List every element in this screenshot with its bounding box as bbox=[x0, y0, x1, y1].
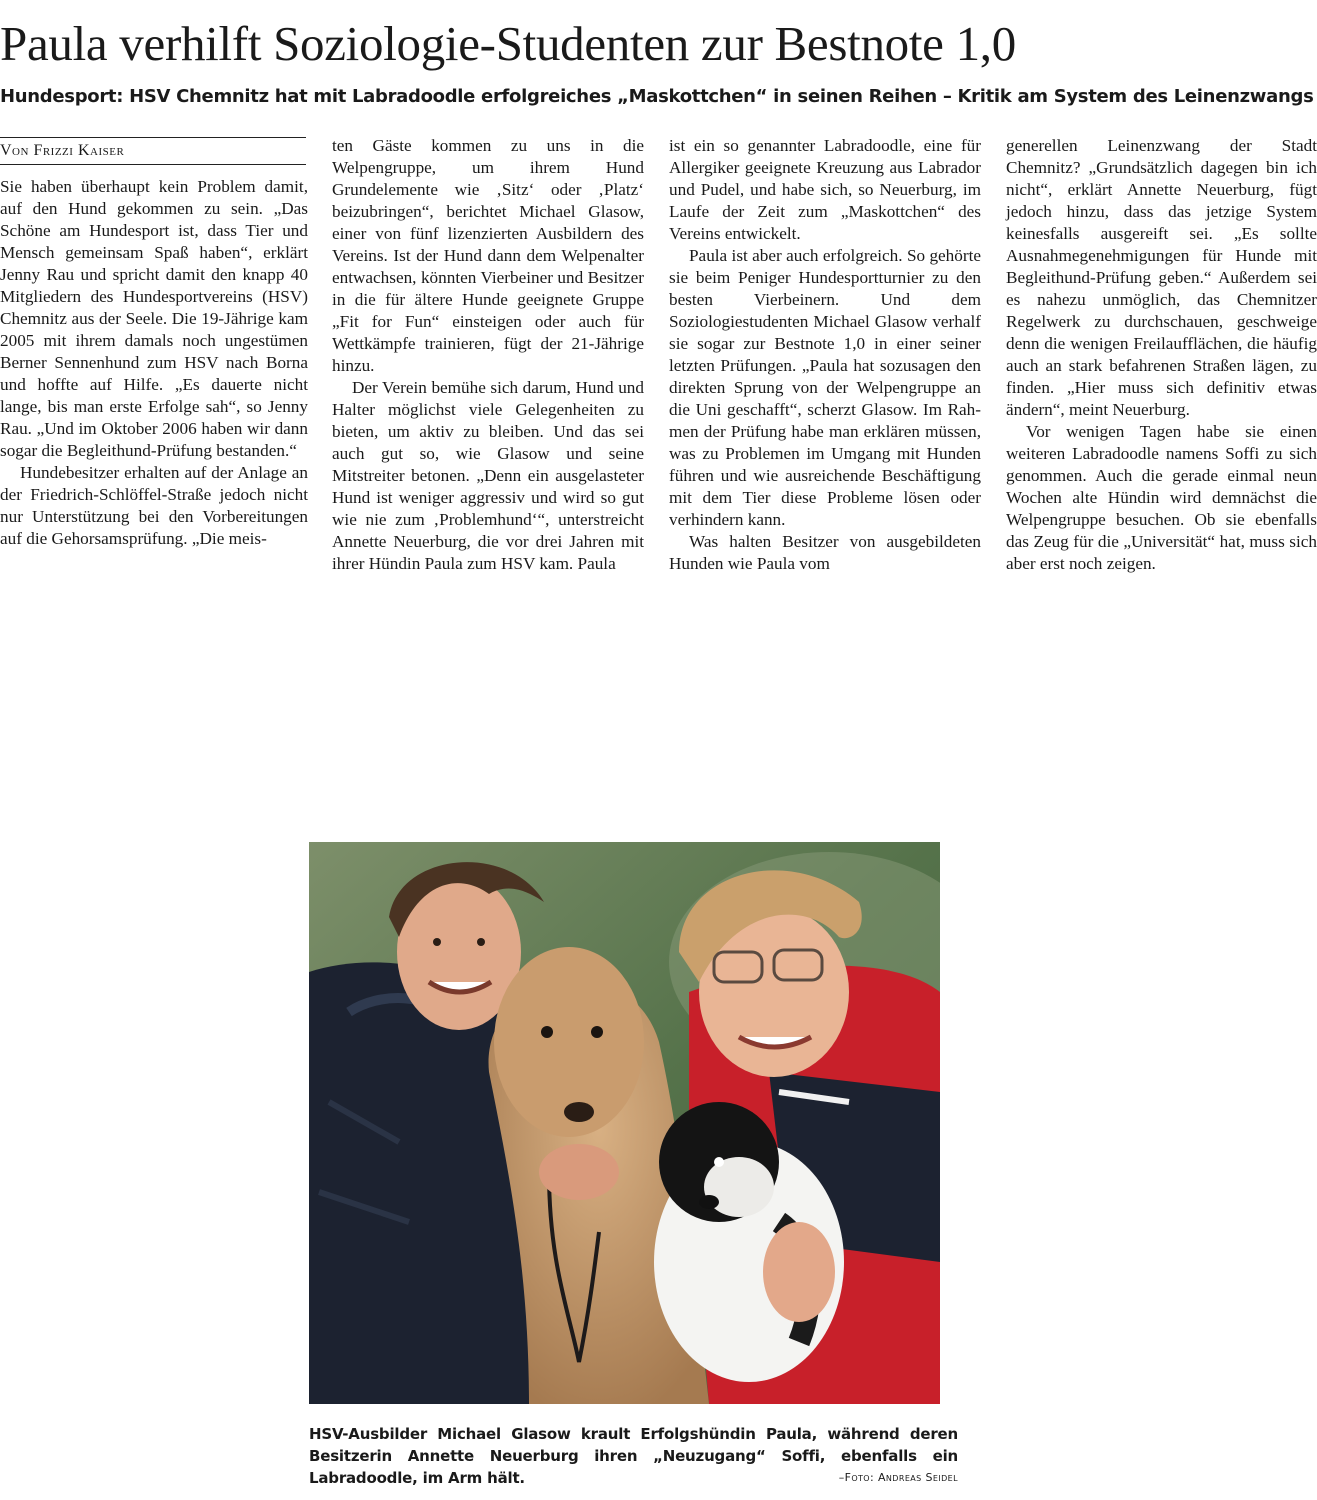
photo-illustration bbox=[309, 842, 940, 1404]
paragraph: Der Verein bemühe sich darum, Hund und Halter möglichst viele Gelegenheiten zu bieten, um aktiv zu bleiben. Und das sei auch gut so, wie Glasow und seine Mitstreiter betonen. „Denn ein ausgelasteter Hund ist weniger aggressiv und wird so gut wie nie zum ‚Problemhund‘“, unterstreicht Annette Neuerburg, die vor drei Jahren mit ihrer Hündin Paula zum HSV kam. Paula bbox=[332, 378, 644, 573]
paragraph: generellen Leinenzwang der Stadt Chemnitz? „Grundsätzlich dagegen bin ich nicht“, erklärt Annette Neuerburg, fügt jedoch hinzu, dass das jetzige System keinesfalls ausgereift sei. „Es sollte Ausnahmegenehmigungen für Hunde mit Begleithund-Prüfung geben.“ Außerdem sei es nahezu unmöglich, das Chemnitzer Regelwerk zu durchschauen, geschweige denn die wenigen Freilaufflächen, die häufig auch an stark befahrenen Straßen lägen, zu finden. „Hier muss sich definitiv etwas ändern“, meint Neuerburg. bbox=[1006, 136, 1317, 419]
byline-rule-bottom bbox=[0, 164, 306, 165]
man-hand bbox=[539, 1144, 619, 1200]
paragraph: ten Gäste kommen zu uns in die Welpengruppe, um ihrem Hund Grundelemente wie ‚Sitz‘ oder ‚Platz‘ beizubringen“, berichtet Michael Glasow, einer von fünf lizenzierten Ausbildern des Vereins. Ist der Hund dann dem Welpenalter entwachsen, könnten Vierbeiner und Besitzer in die für ältere Hunde geeignete Gruppe „Fit for Fun“ einsteigen oder auch für Wettkämpfe trainieren, fügt der 21-Jährige hinzu. bbox=[332, 136, 644, 375]
paragraph: Vor wenigen Tagen habe sie einen weiteren Labradoodle namens Soffi zu sich genommen. Auch die gerade einmal neun Wochen alte Hündin wird demnächst die Welpengruppe besuchen. Ob sie ebenfalls das Zeug für die „Universität“ hat, muss sich aber erst noch zeigen. bbox=[1006, 422, 1317, 573]
article-column-3 bbox=[669, 135, 981, 575]
byline: Von Frizzi Kaiser bbox=[0, 142, 125, 159]
woman-hand bbox=[763, 1222, 835, 1322]
subheadline: Hundesport: HSV Chemnitz hat mit Labradoodle erfolgreiches „Maskottchen“ in seinen Reihen – Kritik am System des Leinenzwangs bbox=[0, 86, 1314, 107]
paragraph: Was halten Besitzer von ausgebildeten Hunden wie Paula vom bbox=[669, 532, 981, 573]
paragraph: Paula ist aber auch erfolgreich. So gehörte sie beim Peniger Hundesportturnier zu den besten Vierbeinern. Und dem Soziologiestudenten Michael Glasow verhalf sie sogar zur Bestnote 1,0 in einer seiner letzten Prüfungen. „Paula hat sozusagen den direkten Sprung von der Welpengruppe an die Uni geschafft“, scherzt Glasow. Im Rahmen der Prüfung habe man erklären müssen, was zu Problemen im Umgang mit Hunden führen und wie ausreichende Beschäftigung mit dem Tier diese Probleme lösen oder verhindern kann. bbox=[669, 246, 981, 529]
headline: Paula verhilft Soziologie-Studenten zur Bestnote 1,0 bbox=[0, 16, 1016, 71]
article-column-2 bbox=[332, 135, 644, 575]
article-column-1 bbox=[0, 176, 308, 550]
photo-credit: –Foto: Andreas Seidel bbox=[838, 1471, 958, 1484]
photo-caption: HSV-Ausbilder Michael Glasow krault Erfolgshündin Paula, während deren Besitzerin Annette Neuerburg ihren „Neuzugang“ Soffi, ebenfalls ein Labradoodle, im Arm hält. bbox=[309, 1425, 958, 1487]
paragraph: Hundebesitzer erhalten auf der Anlage an der Friedrich-Schlöffel-Straße jedoch nicht nur Unterstützung bei den Vorbereitungen auf die Gehorsamsprüfung. „Die meis- bbox=[0, 463, 308, 548]
article-photo bbox=[309, 842, 940, 1404]
byline-rule-top bbox=[0, 137, 306, 138]
paragraph: Sie haben überhaupt kein Problem damit, auf den Hund gekommen zu sein. „Das Schöne am Hundesport ist, dass Tier und Mensch gemeinsam Spaß haben“, erklärt Jenny Rau und spricht damit den knapp 40 Mitgliedern des Hundesportvereins (HSV) Chemnitz aus der Seele. Die 19-Jährige kam 2005 mit ihrem damals noch ungestümen Berner Sennenhund zum HSV nach Borna und hoffte auf Hilfe. „Es dauerte nicht lange, bis man erste Erfolge sah“, so Jenny Rau. „Und im Oktober 2006 haben wir dann sogar die Begleithund-Prüfung bestanden.“ bbox=[0, 177, 308, 460]
paragraph: ist ein so genannter Labradoodle, eine für Allergiker geeignete Kreuzung aus Labrador und Pudel, und habe sich, so Neuerburg, im Laufe der Zeit zum „Maskottchen“ des Vereins entwickelt. bbox=[669, 136, 981, 243]
article-column-4 bbox=[1006, 135, 1317, 575]
